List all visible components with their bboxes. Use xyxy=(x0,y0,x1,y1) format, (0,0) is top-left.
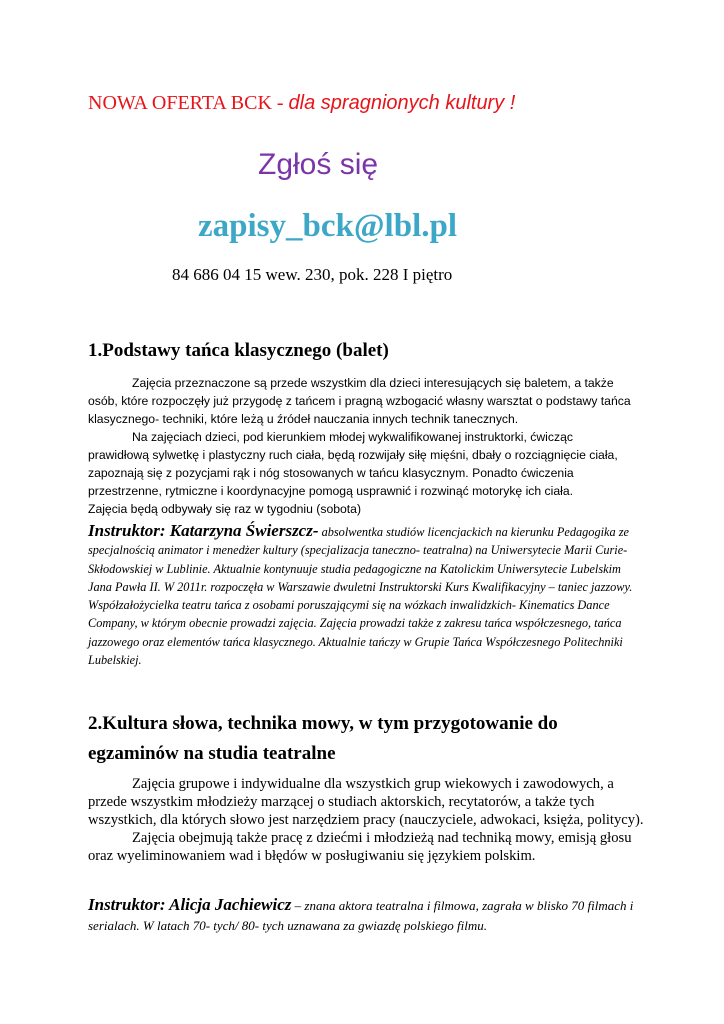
section-2-instructor-label: Instruktor: Alicja Jachiewicz xyxy=(88,895,292,914)
offer-title: NOWA OFERTA BCK - xyxy=(88,92,289,114)
section-2-instructor-bio: – znana aktora teatralna i filmowa, zagrała w blisko 70 filmach i serialach. W latach 70- tych/ 80- tych uznawana za gwiazdę polskiego filmu. xyxy=(88,898,634,933)
offer-tagline: dla spragnionych kultury ! xyxy=(288,92,516,114)
section-2-title: 2.Kultura słowa, technika mowy, w tym przygotowanie do egzaminów na studia teatralne xyxy=(88,713,558,764)
section-1-instructor-bio: absolwentka studiów licencjackich na kierunku Pedagogika ze specjalnością animator i menedżer kultury (specjalizacja taneczno- teatralna) na Uniwersytecie Marii Curie- Skłodowskiej w Lublinie. Aktualnie kontynuuje studia pedagogiczne na Katolickim Uniwersytecie Lubelskim Jana Pawła II. W 2011r. rozpoczęła w Warszawie dwuletni Instruktorski Kurs Kwalifikacyjny – taniec jazzowy. Współzałożycielka teatru tańca z osobami poruszającymi się na wózkach inwalidzkich- Kinematics Dance Company, w którym obecnie prowadzi zajęcia. Zajęcia prowadzi także z zakresu tańca współczesnego, tańca jazzowego oraz elementów tańca klasycznego. Aktualnie tańczy w Grupie Tańca Współczesnego Politechniki Lubelskiej. xyxy=(88,525,633,668)
section-1-instructor xyxy=(88,522,640,669)
offer-header xyxy=(88,92,515,115)
section-1-instructor-label: Instruktor: Katarzyna Świerszcz- xyxy=(88,521,319,540)
signup-heading: Zgłoś się xyxy=(258,148,379,181)
section-2-description xyxy=(88,775,644,865)
section-2-para-1: Zajęcia grupowe i indywidualne dla wszystkich grup wiekowych i zawodowych, a przede wszystkim młodzieży marzącej o studiach aktorskich, recytatorów, a także tych wszystkich, dla których słowo jest narzędziem pracy (nauczyciele, adwokaci, księża, politycy). xyxy=(88,776,644,828)
signup-email[interactable]: zapisy_bck@lbl.pl xyxy=(198,208,458,244)
section-1-schedule: Zajęcia będą odbywały się raz w tygodniu (sobota) xyxy=(88,502,362,516)
section-2-para-2: Zajęcia obejmują także pracę z dziećmi i młodzieżą nad techniką mowy, emisją głosu oraz wyeliminowaniem wad i błędów w posługiwaniu się językiem polskim. xyxy=(88,830,632,864)
section-1-title: 1.Podstawy tańca klasycznego (balet) xyxy=(88,340,389,361)
section-1-para-2: Na zajęciach dzieci, pod kierunkiem młodej wykwalifikowanej instruktorki, ćwicząc prawidłową sylwetkę i plastyczny ruch ciała, będą rozwijały siłę mięśni, dbały o rozciągnięcie ciała, zapoznają się z pozycjami rąk i nóg stosowanych w tańcu klasycznym. Ponadto ćwiczenia przestrzenne, rytmiczne i koordynacyjne pomogą usprawnić i rozwinąć motorykę ich ciała. xyxy=(88,430,618,498)
contact-phone: 84 686 04 15 wew. 230, pok. 228 I piętro xyxy=(172,265,453,284)
section-1-description xyxy=(88,374,636,518)
section-1-para-1: Zajęcia przeznaczone są przede wszystkim dla dzieci interesujących się baletem, a także osób, które rozpoczęły już przygodę z tańcem i pragną wzbogacić własny warsztat o podstawy tańca klasycznego- techniki, które leżą u źródeł nauczania innych technik tanecznych. xyxy=(88,376,631,426)
section-2-instructor xyxy=(88,895,648,936)
